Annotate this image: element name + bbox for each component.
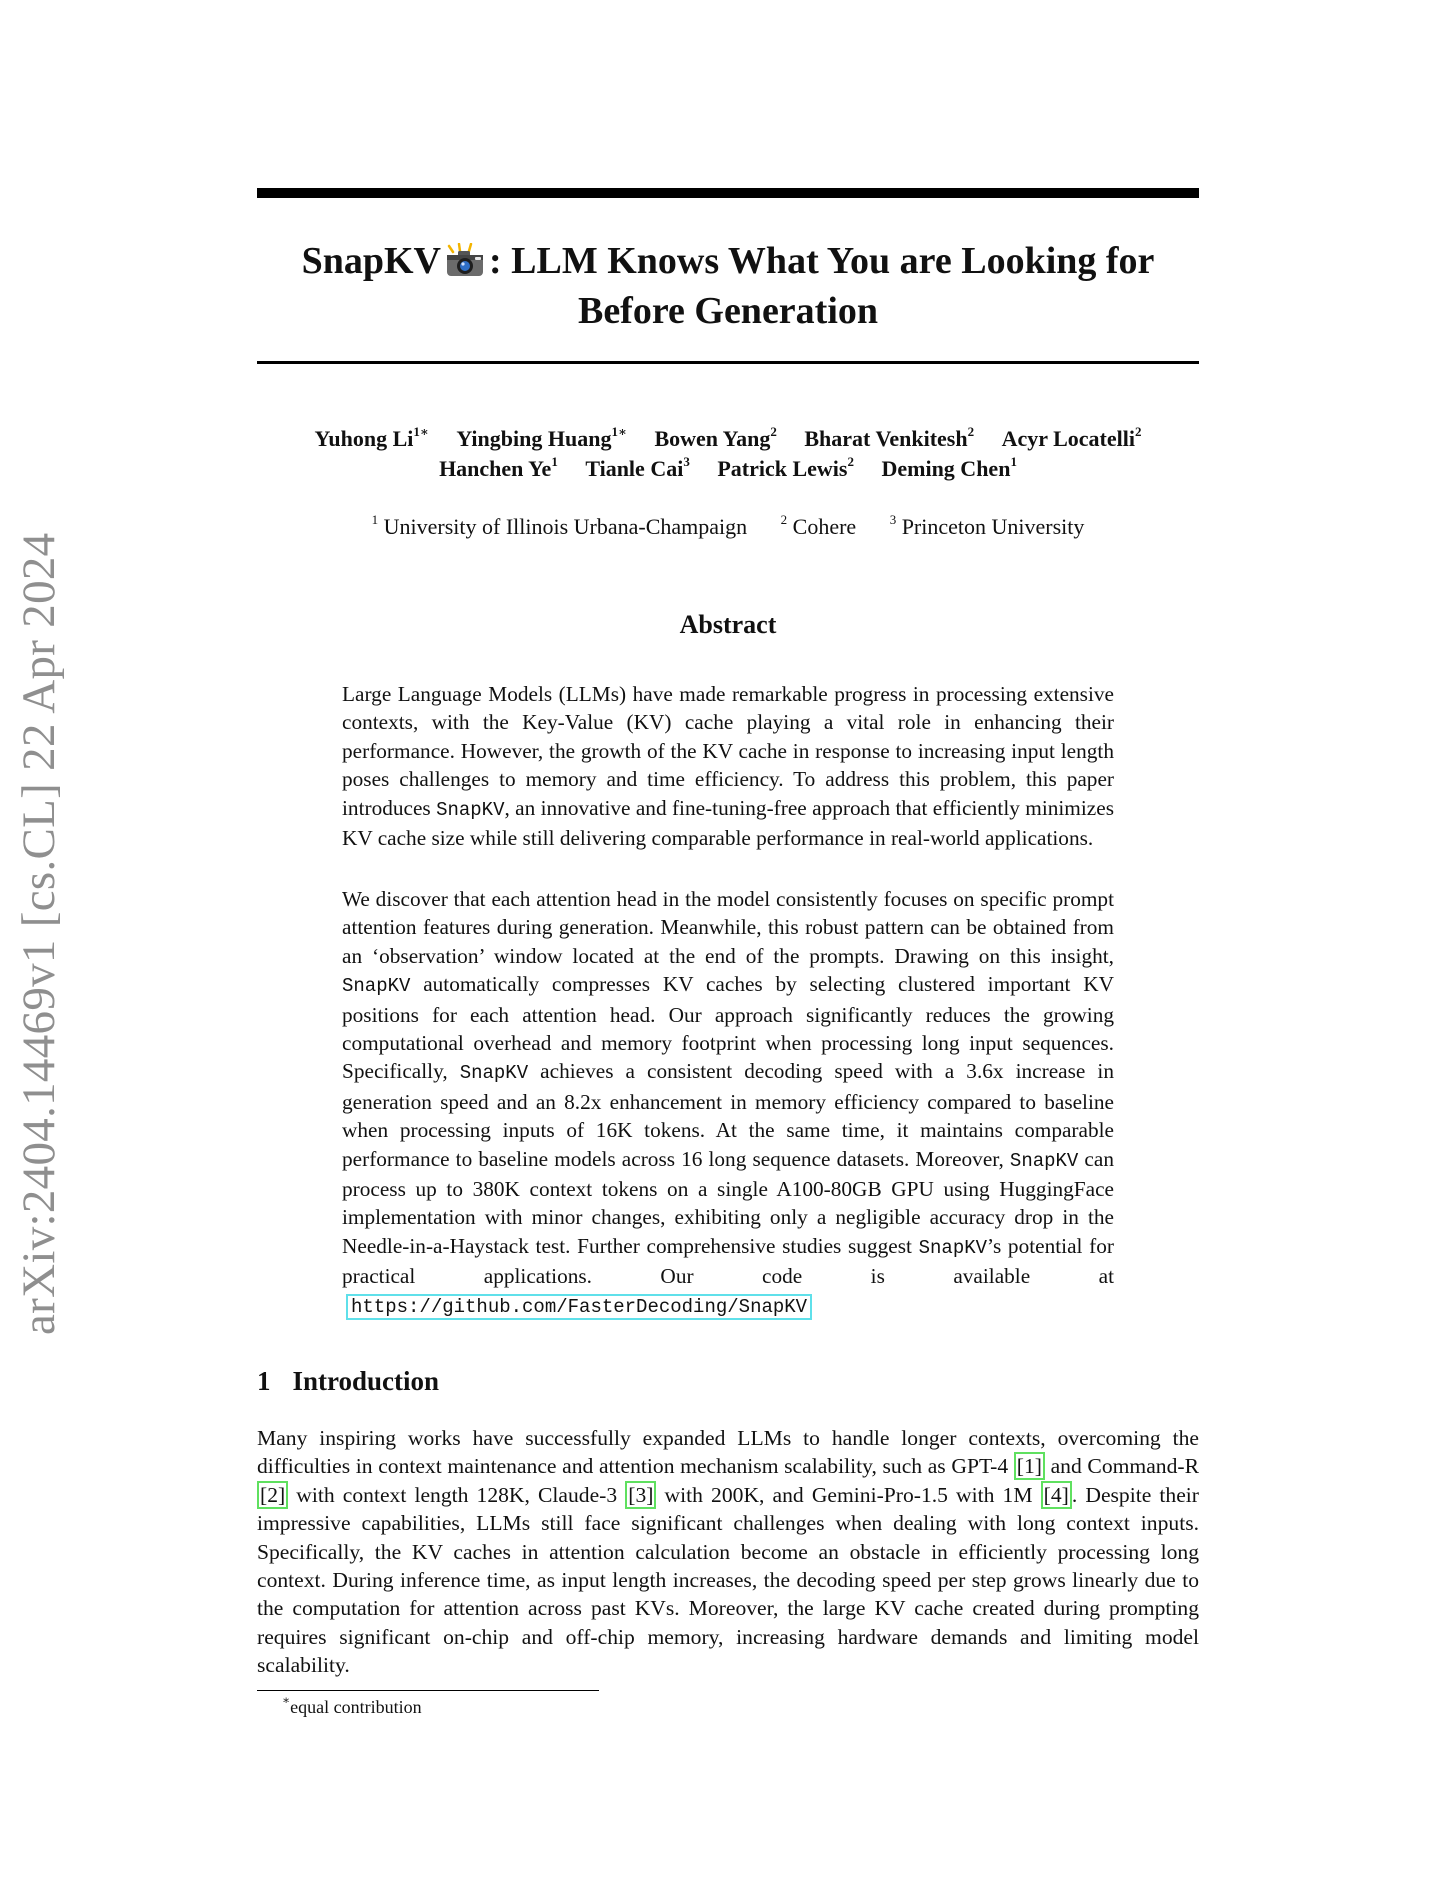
author: Bowen Yang$^2$ bbox=[654, 423, 777, 451]
title-snapkv: SnapKV bbox=[301, 240, 441, 282]
arxiv-identifier-stamp: arXiv:2404.14469v1 [cs.CL] 22 Apr 2024 bbox=[13, 532, 65, 1335]
footnote: ∗equal contribution bbox=[282, 1693, 422, 1717]
title-bottom-rule bbox=[257, 361, 1199, 364]
author: Bharat Venkitesh$^2$ bbox=[804, 423, 975, 451]
snapkv-code: SnapKV bbox=[436, 798, 505, 821]
introduction-paragraph: Many inspiring works have successfully expanded LLMs to handle longer contexts, overcoming the difficulties in context maintenance and attention mechanism scalability, such as GPT-4 [1] and Command-R [2] with context length 128K, Claude-3 [3] with 200K, and Gemini-Pro-1.5 with 1M [4] . Despite their impressive capabilities, LLMs still face significant challenges when dealing with long context inputs. Specifically, the KV caches in attention calculation become an obstacle in efficiently processing long context. During inference time, as input length increases, the decoding speed per step grows linearly due to the computation for attention across past KVs. Moreover, the large KV cache created during prompting requires significant on-chip and off-chip memory, increasing hardware demands and limiting model scalability. bbox=[257, 1426, 1199, 1678]
author: Tianle Cai$^3$ bbox=[585, 453, 690, 481]
affiliation: $^2$ Cohere bbox=[780, 511, 857, 539]
title-top-rule bbox=[257, 188, 1199, 198]
snapkv-code: SnapKV bbox=[1009, 1149, 1079, 1172]
snapkv-code: SnapKV bbox=[459, 1062, 529, 1085]
affiliation: $^3$ Princeton University bbox=[889, 511, 1085, 539]
citation-link[interactable]: [4] bbox=[1041, 1481, 1072, 1509]
footnote-rule bbox=[257, 1690, 599, 1691]
citation-link[interactable]: [3] bbox=[625, 1481, 656, 1509]
author: Acyr Locatelli$^2$ bbox=[1001, 423, 1142, 451]
affiliation-list bbox=[257, 512, 1199, 542]
section-heading-introduction bbox=[257, 1366, 439, 1397]
affiliation: $^1$ University of Illinois Urbana-Champaign bbox=[371, 511, 748, 539]
citation-link[interactable]: [1] bbox=[1014, 1452, 1045, 1480]
github-repo-link[interactable]: https://github.com/FasterDecoding/SnapKV bbox=[346, 1294, 812, 1320]
author: Patrick Lewis$^2$ bbox=[717, 453, 854, 481]
snapkv-code: SnapKV bbox=[342, 975, 411, 998]
title-text: : LLM Knows What You are Looking for Before Generation bbox=[488, 240, 1155, 332]
paper-title bbox=[257, 236, 1199, 336]
author: Yingbing Huang$^{1∗}$ bbox=[456, 423, 627, 451]
abstract-heading: Abstract bbox=[679, 610, 777, 639]
section-title: Introduction bbox=[292, 1366, 440, 1396]
abstract-paragraph: Large Language Models (LLMs) have made remarkable progress in processing extensive contexts, with the Key-Value (KV) cache playing a vital role in enhancing their performance. However, the growth of the KV cache in response to increasing input length poses challenges to memory and time efficiency. To address this problem, this paper introduces SnapKV, an innovative and fine-tuning-free approach that efficiently minimizes KV cache size while still delivering comparable performance in real-world applications. bbox=[342, 682, 1114, 851]
author: Yuhong $Li^{1∗}$ bbox=[314, 423, 429, 451]
author: Hanchen Ye$^1$ bbox=[439, 453, 558, 481]
section-number: 1 bbox=[257, 1366, 271, 1396]
author: Deming Chen$^1$ bbox=[881, 453, 1017, 481]
author-list bbox=[257, 424, 1199, 484]
camera-flash-icon bbox=[445, 243, 485, 277]
abstract-paragraph: We discover that each attention head in the model consistently focuses on specific prompt attention features during generation. Meanwhile, this robust pattern can be obtained from an ‘observation’ window located at the end of the prompts. Drawing on this insight, SnapKV automatically compresses KV caches by selecting clustered important KV positions for each attention head. Our approach significantly reduces the growing computational overhead and memory footprint when processing long input sequences. Specifically, SnapKV achieves a consistent decoding speed with a 3.6x increase in generation speed and an 8.2x enhancement in memory efficiency compared to baseline when processing inputs of 16K tokens. At the same time, it maintains comparable performance to baseline models across 16 long sequence datasets. Moreover, SnapKV can process up to 380K context tokens on a single A100-80GB GPU using HuggingFace implementation with minor changes, exhibiting only a negligible accuracy drop in the Needle-in-a-Haystack test. Further comprehensive studies suggest SnapKV’s potential for practical applications. Our code is available at https://github.com/FasterDecoding/SnapKV bbox=[342, 887, 1114, 1318]
snapkv-code: SnapKV bbox=[918, 1236, 988, 1259]
citation-link[interactable]: [2] bbox=[257, 1481, 288, 1509]
